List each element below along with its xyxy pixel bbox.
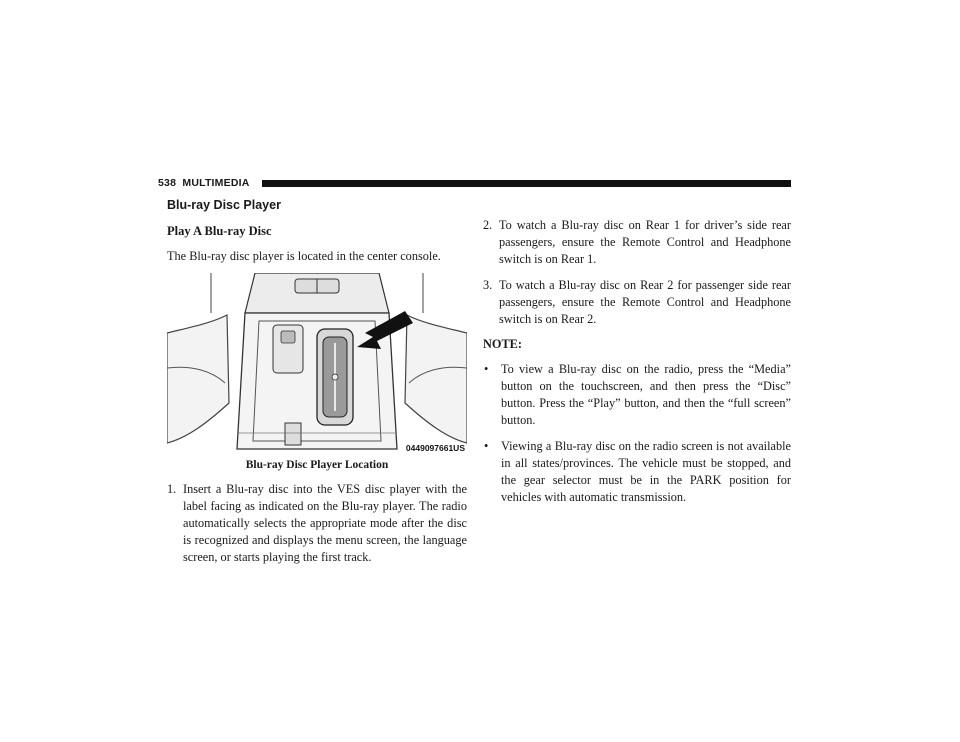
- header-rule: [262, 180, 791, 187]
- step-item: 2. To watch a Blu-ray disc on Rear 1 for driver’s side rear passengers, ensure the Remote Control and Headphone switch is on Rear 1.: [483, 218, 791, 266]
- page-number-section: 538 MULTIMEDIA: [158, 177, 250, 189]
- step-item: 3. To watch a Blu-ray disc on Rear 2 for passenger side rear passengers, ensure the Remote Control and Headphone switch is on Rear 2.: [483, 278, 791, 326]
- console-figure: [167, 273, 467, 456]
- subsection-title: Play A Blu-ray Disc: [167, 224, 272, 238]
- steps-list-right: [483, 217, 791, 328]
- note-item: • To view a Blu-ray disc on the radio, press the “Media” button on the touchscreen, and then press the “Disc” button. Press the “Play” button, and then the “full screen” button.: [484, 362, 791, 427]
- console-illustration: [167, 273, 467, 456]
- note-item: • Viewing a Blu-ray disc on the radio screen is not available in all states/provinces. The vehicle must be stopped, and the gear selector must be in the PARK position for vehicles with automatic transmission.: [484, 439, 791, 504]
- figure-code: 0449097661US: [405, 443, 465, 453]
- step-item: 1. Insert a Blu-ray disc into the VES disc player with the label facing as indicated on the Blu-ray player. The radio automatically selects the appropriate mode after the disc is recognized and displays the menu screen, the language screen, or starts playing the first track.: [167, 482, 467, 564]
- notes-list: [483, 361, 791, 506]
- note-label: NOTE:: [483, 337, 522, 351]
- page-header: [158, 176, 791, 190]
- section-title: Blu-ray Disc Player: [167, 198, 281, 212]
- steps-list-left: [167, 481, 467, 566]
- left-column: [167, 197, 467, 575]
- right-column: [483, 217, 791, 515]
- intro-paragraph: The Blu-ray disc player is located in the center console.: [167, 249, 441, 263]
- figure-caption: Blu-ray Disc Player Location: [245, 459, 389, 471]
